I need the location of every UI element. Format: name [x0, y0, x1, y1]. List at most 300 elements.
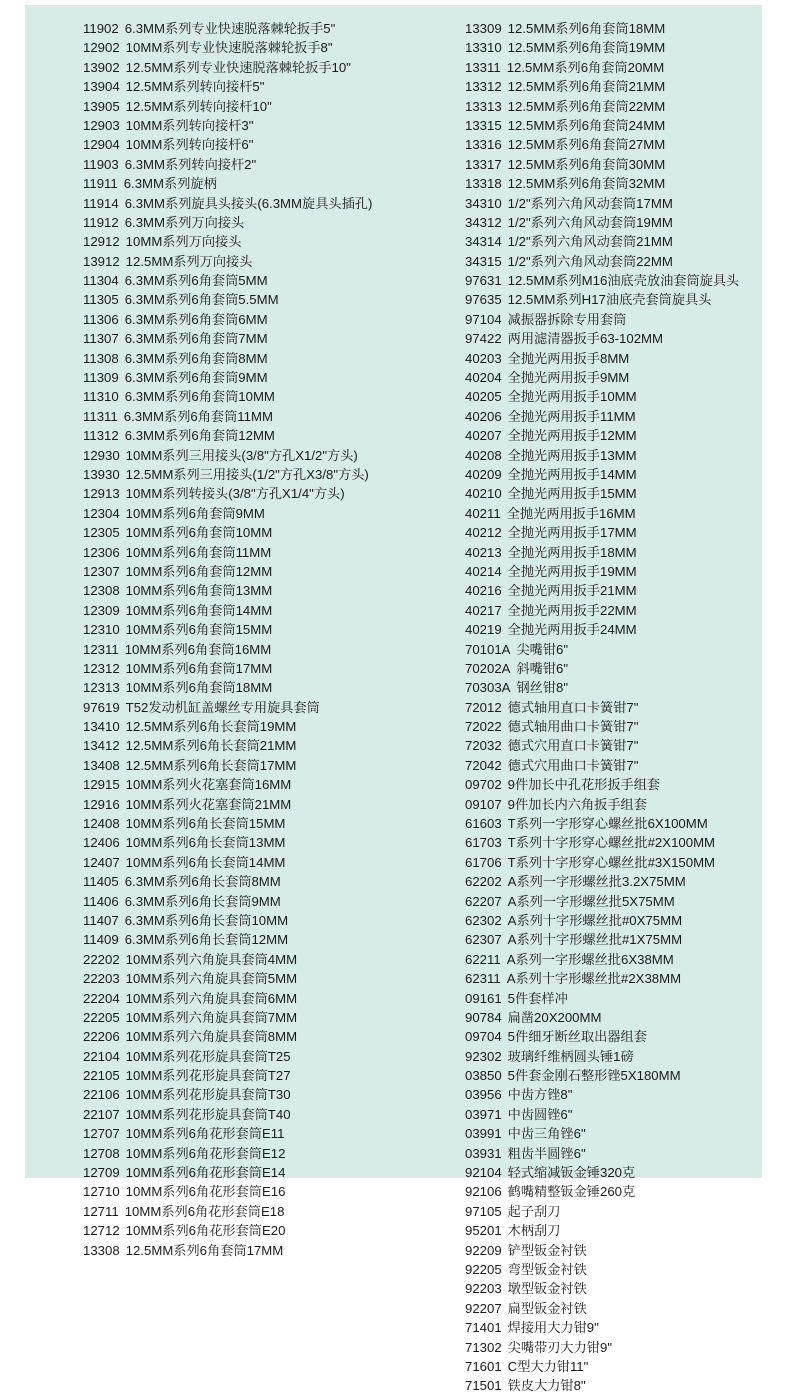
catalog-row: [83, 174, 463, 193]
catalog-row: [465, 194, 765, 213]
catalog-row: [465, 736, 765, 755]
item-description: 全抛光两用扳手12MM: [507, 428, 637, 444]
item-description: 12.5MM系列6角长套筒19MM: [125, 719, 297, 735]
item-code: 40211: [465, 505, 501, 521]
catalog-content: [25, 5, 762, 1394]
item-description: 10MM系列6角花形套筒E14: [125, 1165, 286, 1181]
item-code: 13318: [465, 176, 502, 192]
item-description: 12.5MM系列6角套筒27MM: [507, 137, 666, 153]
item-description: T系列一字形穿心螺丝批6X100MM: [507, 816, 708, 832]
catalog-row: [83, 1241, 463, 1260]
item-code: 40219: [465, 622, 502, 638]
catalog-row: [465, 775, 765, 794]
catalog-row: [465, 562, 765, 581]
item-description: 10MM系列6角套筒17MM: [125, 660, 273, 676]
item-description: 12.5MM系列6角套筒30MM: [507, 156, 666, 172]
item-description: 全抛光两用扳手11MM: [507, 408, 636, 424]
item-description: 12.5MM系列6角套筒20MM: [506, 59, 665, 75]
item-description: 10MM系列6角长套筒15MM: [125, 816, 286, 832]
item-description: 钢丝钳8": [516, 680, 569, 696]
catalog-row: [465, 1202, 765, 1221]
item-code: 71601: [465, 1358, 502, 1374]
item-code: 22203: [83, 971, 120, 987]
item-code: 13310: [465, 40, 502, 56]
item-code: 03931: [465, 1145, 502, 1161]
catalog-row: [83, 484, 463, 503]
item-description: 5件套样冲: [507, 990, 568, 1006]
item-description: 中齿圆锉6": [507, 1106, 573, 1122]
item-code: 22205: [83, 1009, 120, 1025]
item-code: 72022: [465, 719, 502, 735]
item-code: 92203: [465, 1281, 502, 1297]
item-code: 92106: [465, 1184, 502, 1200]
item-code: 97619: [83, 699, 120, 715]
item-description: 6.3MM系列转向接杆2": [124, 156, 257, 172]
item-description: 10MM系列6角花形套筒E20: [125, 1223, 286, 1239]
catalog-row: [83, 930, 463, 949]
catalog-row: [465, 97, 765, 116]
catalog-row: [83, 1066, 463, 1085]
item-description: 12.5MM系列转向接杆10": [125, 98, 272, 114]
item-code: 12310: [83, 622, 120, 638]
item-description: 12.5MM系列6角套筒17MM: [125, 1242, 284, 1258]
item-description: 扁型钣金衬铁: [507, 1300, 587, 1316]
catalog-row: [465, 1182, 765, 1201]
item-description: A系列一字形螺丝批3.2X75MM: [507, 874, 686, 890]
item-description: 12.5MM系列6角长套筒17MM: [125, 757, 297, 773]
catalog-row: [83, 969, 463, 988]
item-description: 中齿三角锉6": [507, 1126, 586, 1142]
item-description: 10MM系列花形旋具套筒T40: [125, 1106, 291, 1122]
catalog-row: [465, 1027, 765, 1046]
item-description: T系列十字形穿心螺丝批#3X150MM: [507, 854, 716, 870]
catalog-row: [83, 698, 463, 717]
item-code: 12304: [83, 505, 120, 521]
item-description: 12.5MM系列6角长套筒21MM: [125, 738, 297, 754]
catalog-row: [83, 213, 463, 232]
item-description: A系列一字形螺丝批5X75MM: [507, 893, 675, 909]
item-description: 木柄刮刀: [507, 1223, 561, 1239]
item-code: 92302: [465, 1048, 502, 1064]
catalog-row: [465, 290, 765, 309]
catalog-row: [465, 407, 765, 426]
catalog-row: [465, 1221, 765, 1240]
item-description: 12.5MM系列6角套筒21MM: [507, 79, 666, 95]
item-description: 全抛光两用扳手21MM: [507, 583, 637, 599]
item-description: 扁凿20X200MM: [507, 1009, 602, 1025]
item-description: 10MM系列6角花形套筒E12: [125, 1145, 286, 1161]
item-description: 中齿方锉8": [507, 1087, 573, 1103]
item-code: 34310: [465, 195, 502, 211]
item-description: 10MM系列6角套筒14MM: [125, 602, 273, 618]
item-description: 10MM系列火花塞套筒16MM: [125, 777, 292, 793]
item-code: 97104: [465, 311, 502, 327]
catalog-row: [465, 484, 765, 503]
item-code: 34315: [465, 253, 502, 269]
item-description: 1/2"系列六角风动套筒17MM: [507, 195, 673, 211]
item-description: 全抛光两用扳手19MM: [507, 563, 637, 579]
catalog-row: [465, 155, 765, 174]
item-code: 22106: [83, 1087, 120, 1103]
catalog-row: [465, 1357, 765, 1376]
item-description: 10MM系列万向接头: [125, 234, 242, 250]
catalog-row: [83, 135, 463, 154]
catalog-row: [83, 1027, 463, 1046]
catalog-row: [83, 387, 463, 406]
item-code: 13311: [465, 59, 501, 75]
item-description: 斜嘴钳6": [516, 660, 569, 676]
item-code: 03971: [465, 1106, 502, 1122]
catalog-row: [83, 756, 463, 775]
item-code: 13309: [465, 21, 502, 36]
item-code: 72032: [465, 738, 502, 754]
item-description: 粗齿半圆锉6": [507, 1145, 586, 1161]
item-description: 弯型钣金衬铁: [507, 1262, 587, 1277]
item-description: 6.3MM系列6角长套筒10MM: [124, 912, 289, 928]
item-description: 9件加长中孔花形扳手组套: [507, 777, 661, 793]
catalog-row: [465, 232, 765, 251]
item-description: 10MM系列转向接杆3": [125, 117, 254, 133]
catalog-row: [465, 1338, 765, 1357]
item-description: 10MM系列六角旋具套筒6MM: [125, 990, 298, 1006]
catalog-row: [83, 194, 463, 213]
catalog-row: [83, 155, 463, 174]
item-code: 40204: [465, 370, 502, 386]
catalog-row: [465, 678, 765, 697]
catalog-row: [83, 504, 463, 523]
catalog-row: [465, 833, 765, 852]
item-description: 10MM系列六角旋具套筒5MM: [125, 971, 298, 987]
item-description: 全抛光两用扳手13MM: [507, 447, 637, 463]
item-description: 10MM系列6角套筒12MM: [125, 563, 273, 579]
catalog-panel: [25, 5, 762, 1394]
item-code: 12406: [83, 835, 120, 851]
catalog-row: [465, 1299, 765, 1318]
item-code: 13902: [83, 59, 120, 75]
item-code: 03850: [465, 1068, 502, 1084]
catalog-row: [465, 911, 765, 930]
catalog-row: [465, 504, 765, 523]
item-code: 61703: [465, 835, 502, 851]
item-description: 全抛光两用扳手15MM: [507, 486, 637, 502]
item-description: 6.3MM系列旋柄: [123, 176, 217, 192]
catalog-row: [465, 698, 765, 717]
item-description: 10MM系列专业快速脱落棘轮扳手8": [125, 40, 333, 56]
item-description: 6.3MM系列6角套筒9MM: [124, 370, 268, 386]
item-description: 减振器拆除专用套筒: [507, 311, 627, 327]
catalog-row: [465, 310, 765, 329]
item-description: 5件套金刚石整形锉5X180MM: [507, 1068, 681, 1084]
catalog-row: [465, 19, 765, 38]
item-description: A系列十字形螺丝批#1X75MM: [507, 932, 683, 948]
catalog-row: [465, 213, 765, 232]
item-code: 12707: [83, 1126, 120, 1142]
item-code: 92209: [465, 1242, 502, 1258]
item-code: 11902: [83, 21, 119, 36]
catalog-row: [83, 640, 463, 659]
item-code: 22204: [83, 990, 120, 1006]
catalog-row: [83, 872, 463, 891]
item-code: 13930: [83, 466, 120, 482]
catalog-row: [83, 58, 463, 77]
item-code: 34312: [465, 214, 502, 230]
catalog-row: [465, 1105, 765, 1124]
item-code: 71302: [465, 1339, 502, 1355]
item-description: 10MM系列6角花形套筒E16: [125, 1184, 286, 1200]
catalog-row: [465, 1124, 765, 1143]
item-description: T52发动机缸盖螺丝专用旋具套筒: [125, 699, 320, 715]
item-code: 40210: [465, 486, 502, 502]
item-code: 40216: [465, 583, 502, 599]
catalog-row: [83, 329, 463, 348]
catalog-row: [465, 368, 765, 387]
catalog-row: [83, 310, 463, 329]
catalog-row: [465, 446, 765, 465]
catalog-row: [465, 77, 765, 96]
catalog-row: [83, 717, 463, 736]
item-description: A系列一字形螺丝批6X38MM: [506, 951, 674, 967]
catalog-row: [83, 465, 463, 484]
item-code: 22107: [83, 1106, 120, 1122]
item-code: 13312: [465, 79, 502, 95]
catalog-row: [465, 601, 765, 620]
catalog-column-right: [465, 19, 765, 1396]
item-description: 10MM系列花形旋具套筒T25: [125, 1048, 291, 1064]
item-description: 10MM系列花形旋具套筒T27: [125, 1068, 291, 1084]
item-code: 61603: [465, 816, 502, 832]
item-description: 6.3MM系列6角套筒11MM: [123, 408, 273, 424]
item-description: 10MM系列花形旋具套筒T30: [125, 1087, 291, 1103]
item-description: 全抛光两用扳手10MM: [507, 389, 637, 405]
catalog-row: [83, 290, 463, 309]
item-description: 12.5MM系列M16油底壳放油套筒旋具头: [507, 273, 740, 289]
catalog-row: [465, 349, 765, 368]
catalog-row: [83, 581, 463, 600]
item-description: 12.5MM系列万向接头: [125, 253, 253, 269]
catalog-row: [83, 252, 463, 271]
item-code: 09107: [465, 796, 502, 812]
item-code: 40203: [465, 350, 502, 366]
item-description: 10MM系列转接头(3/8"方孔X1/4"方头): [125, 486, 345, 502]
item-description: 10MM系列转向接杆6": [125, 137, 254, 153]
item-code: 40214: [465, 563, 502, 579]
catalog-row: [83, 1163, 463, 1182]
item-code: 22104: [83, 1048, 120, 1064]
catalog-row: [465, 1318, 765, 1337]
catalog-row: [83, 426, 463, 445]
item-code: 09161: [465, 990, 502, 1006]
catalog-row: [83, 775, 463, 794]
item-code: 12904: [83, 137, 120, 153]
item-description: 6.3MM系列6角套筒5MM: [124, 273, 268, 289]
item-code: 22206: [83, 1029, 120, 1045]
item-code: 11306: [83, 311, 119, 327]
item-code: 40206: [465, 408, 502, 424]
item-code: 12305: [83, 525, 120, 541]
item-code: 12915: [83, 777, 120, 793]
item-code: 13412: [83, 738, 120, 754]
catalog-row: [83, 833, 463, 852]
catalog-row: [465, 1279, 765, 1298]
catalog-row: [465, 387, 765, 406]
item-description: 10MM系列6角花形套筒E18: [124, 1203, 285, 1219]
item-code: 12930: [83, 447, 120, 463]
catalog-row: [83, 523, 463, 542]
item-description: 10MM系列6角长套筒14MM: [125, 854, 286, 870]
item-code: 09702: [465, 777, 502, 793]
item-description: 10MM系列火花塞套筒21MM: [125, 796, 292, 812]
item-description: 10MM系列六角旋具套筒7MM: [125, 1009, 298, 1025]
item-code: 40205: [465, 389, 502, 405]
item-description: 9件加长内六角扳手组套: [507, 796, 647, 812]
item-description: 焊接用大力钳9": [507, 1320, 599, 1336]
item-description: 6.3MM系列6角套筒5.5MM: [124, 292, 279, 308]
catalog-row: [83, 1105, 463, 1124]
catalog-row: [465, 989, 765, 1008]
item-description: 6.3MM系列6角套筒8MM: [124, 350, 268, 366]
catalog-row: [465, 756, 765, 775]
catalog-row: [465, 659, 765, 678]
catalog-row: [465, 620, 765, 639]
catalog-row: [83, 232, 463, 251]
item-description: 6.3MM系列万向接头: [124, 214, 245, 230]
item-code: 11309: [83, 370, 119, 386]
item-code: 40217: [465, 602, 502, 618]
catalog-row: [83, 1182, 463, 1201]
item-code: 40207: [465, 428, 502, 444]
item-description: 德式轴用直口卡簧钳7": [507, 699, 639, 715]
item-code: 70202A: [465, 660, 511, 676]
item-code: 12311: [83, 641, 119, 657]
item-code: 40209: [465, 466, 502, 482]
item-code: 12408: [83, 816, 120, 832]
item-code: 03956: [465, 1087, 502, 1103]
item-code: 12912: [83, 234, 120, 250]
item-code: 12312: [83, 660, 120, 676]
catalog-row: [83, 77, 463, 96]
item-code: 40213: [465, 544, 502, 560]
item-description: 轻式缩减钣金锤320克: [507, 1165, 636, 1181]
catalog-row: [465, 135, 765, 154]
item-code: 12913: [83, 486, 120, 502]
item-code: 11310: [83, 389, 119, 405]
item-code: 12306: [83, 544, 120, 560]
item-code: 62302: [465, 912, 502, 928]
item-code: 13315: [465, 117, 502, 133]
catalog-row: [83, 1047, 463, 1066]
item-code: 72042: [465, 757, 502, 773]
catalog-row: [465, 950, 765, 969]
item-description: 10MM系列6角花形套筒E11: [125, 1126, 285, 1142]
catalog-row: [83, 543, 463, 562]
item-code: 12708: [83, 1145, 120, 1161]
item-code: 12902: [83, 40, 120, 56]
item-description: 6.3MM系列6角长套筒9MM: [124, 893, 281, 909]
item-code: 62311: [465, 971, 501, 987]
catalog-row: [465, 271, 765, 290]
item-description: 5件细牙断丝取出器组套: [507, 1029, 647, 1045]
item-code: 11914: [83, 195, 119, 211]
item-code: 95201: [465, 1223, 502, 1239]
item-description: 10MM系列6角套筒10MM: [125, 525, 273, 541]
catalog-row: [83, 620, 463, 639]
item-description: 12.5MM系列6角套筒22MM: [507, 98, 666, 114]
item-code: 13408: [83, 757, 120, 773]
item-description: 6.3MM系列6角套筒7MM: [124, 331, 268, 347]
catalog-row: [465, 426, 765, 445]
catalog-row: [465, 1260, 765, 1279]
item-code: 13905: [83, 98, 120, 114]
item-description: A系列十字形螺丝批#0X75MM: [507, 912, 683, 928]
item-code: 11304: [83, 273, 119, 289]
catalog-row: [465, 1066, 765, 1085]
item-code: 13317: [465, 156, 502, 172]
catalog-row: [83, 1202, 463, 1221]
catalog-row: [83, 814, 463, 833]
catalog-row: [83, 892, 463, 911]
item-code: 12903: [83, 117, 120, 133]
item-code: 70101A: [465, 641, 511, 657]
item-description: 全抛光两用扳手24MM: [507, 622, 637, 638]
item-description: 6.3MM系列6角套筒6MM: [124, 311, 268, 327]
item-code: 12916: [83, 796, 120, 812]
item-code: 12308: [83, 583, 120, 599]
catalog-row: [83, 1221, 463, 1240]
item-description: 6.3MM系列专业快速脱落棘轮扳手5": [124, 21, 336, 36]
item-description: 全抛光两用扳手16MM: [506, 505, 636, 521]
catalog-row: [465, 58, 765, 77]
item-description: 6.3MM系列6角套筒12MM: [124, 428, 275, 444]
item-description: 10MM系列6角套筒16MM: [124, 641, 272, 657]
catalog-row: [465, 1144, 765, 1163]
item-code: 97422: [465, 331, 502, 347]
item-code: 22105: [83, 1068, 120, 1084]
catalog-row: [465, 465, 765, 484]
item-code: 72012: [465, 699, 502, 715]
catalog-row: [83, 678, 463, 697]
item-description: 尖嘴钳6": [516, 641, 569, 657]
item-description: 起子刮刀: [507, 1203, 561, 1219]
item-code: 11409: [83, 932, 119, 948]
item-description: 鹤嘴精整钣金锤260克: [507, 1184, 636, 1200]
item-description: A系列十字形螺丝批#2X38MM: [506, 971, 682, 987]
item-description: 10MM系列六角旋具套筒8MM: [125, 1029, 298, 1045]
catalog-row: [83, 446, 463, 465]
catalog-row: [465, 640, 765, 659]
item-code: 71501: [465, 1378, 502, 1394]
catalog-row: [465, 252, 765, 271]
item-code: 12307: [83, 563, 120, 579]
item-description: 10MM系列6角套筒13MM: [125, 583, 273, 599]
item-description: 全抛光两用扳手18MM: [507, 544, 637, 560]
item-code: 11407: [83, 912, 119, 928]
catalog-row: [465, 1085, 765, 1104]
catalog-row: [465, 543, 765, 562]
item-code: 40212: [465, 525, 502, 541]
item-description: 铲型钣金衬铁: [507, 1242, 587, 1258]
catalog-row: [83, 1085, 463, 1104]
item-description: 全抛光两用扳手8MM: [507, 350, 630, 366]
item-description: 玻璃纤维柄圆头锤1磅: [507, 1048, 634, 1064]
item-code: 13904: [83, 79, 120, 95]
item-description: 12.5MM系列6角套筒19MM: [507, 40, 666, 56]
item-code: 13410: [83, 719, 120, 735]
item-code: 12710: [83, 1184, 120, 1200]
catalog-row: [83, 736, 463, 755]
item-description: 12.5MM系列6角套筒32MM: [507, 176, 666, 192]
catalog-row: [465, 329, 765, 348]
item-description: 12.5MM系列转向接杆5": [125, 79, 265, 95]
